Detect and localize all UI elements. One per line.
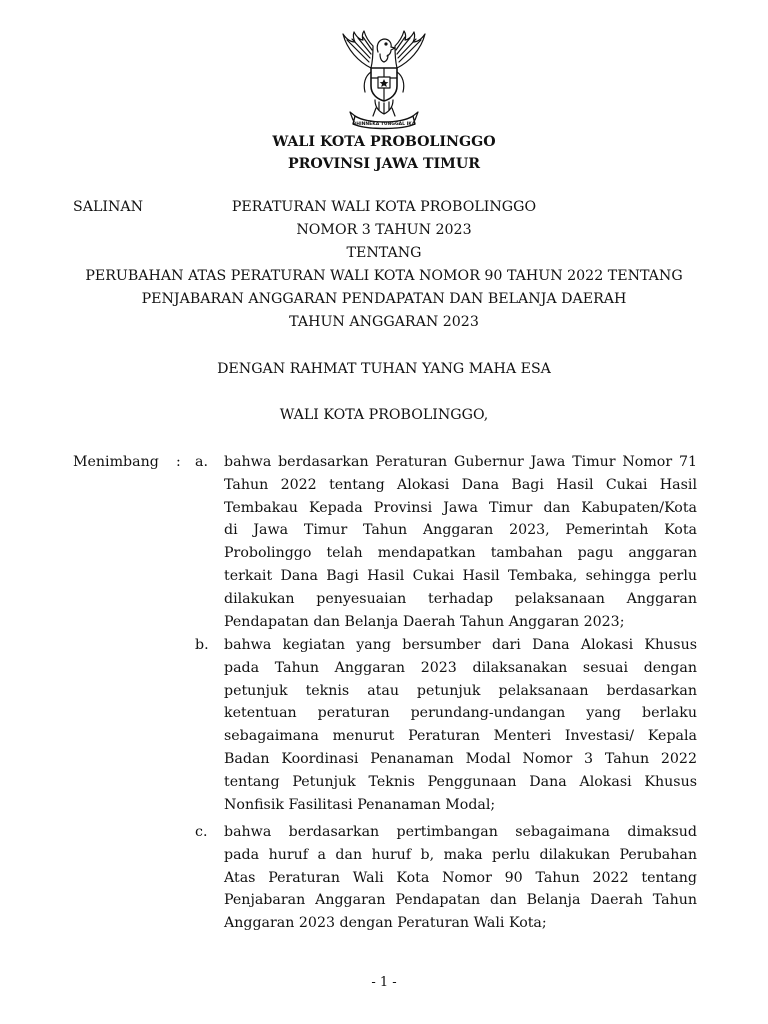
subject-line-1: PERUBAHAN ATAS PERATURAN WALI KOTA NOMOR 90 TAHUN 2022 TENTANG [85,268,683,284]
text-line: Nonfisik Fasilitasi Penanaman Modal; [224,796,496,813]
text-line: terkait Dana Bagi Hasil Cukai Hasil Tembaka, sehingga perlu [224,567,697,584]
text-line: bahwa kegiatan yang bersumber dari Dana Alokasi Khusus [224,637,697,653]
text-line: Pendapatan dan Belanja Daerah Tahun Anggaran 2023; [224,613,625,630]
text-line: Atas Peraturan Wali Kota Nomor 90 Tahun 2022 tentang [224,869,697,886]
text-line: bahwa berdasarkan pertimbangan sebagaimana dimaksud [224,824,697,840]
considering-item-a [224,451,697,633]
text-line: Anggaran 2023 dengan Peraturan Wali Kota; [224,915,547,932]
invocation: DENGAN RAHMAT TUHAN YANG MAHA ESA [217,361,551,377]
item-marker-b: b. [195,637,209,653]
province-title: PROVINSI JAWA TIMUR [287,156,481,172]
svg-text:BHINNEKA TUNGGAL IKA: BHINNEKA TUNGGAL IKA [352,122,416,127]
considering-label: Menimbang [73,454,159,470]
considering-item-c [224,821,697,935]
issuer-title: WALI KOTA PROBOLINGGO [272,134,496,150]
text-line: Tahun 2022 tentang Alokasi Dana Bagi Hasil Cukai Hasil [224,476,697,493]
about-heading: TENTANG [346,245,422,261]
text-line: bahwa berdasarkan Peraturan Gubernur Jawa Timur Nomor 71 [224,454,697,470]
garuda-emblem-icon [331,28,437,134]
regulation-title: PERATURAN WALI KOTA PROBOLINGGO [231,199,537,215]
text-line: petunjuk teknis atau petunjuk pelaksanaan berdasarkan [224,682,697,699]
considering-item-b [224,634,697,816]
text-line: di Jawa Timur Tahun Anggaran 2023, Pemerintah Kota [224,522,697,539]
item-marker-a: a. [195,454,208,470]
subject-line-2: PENJABARAN ANGGARAN PENDAPATAN DAN BELANJA DAERAH [141,291,627,307]
text-line: sebagaimana menurut Peraturan Menteri Investasi/ Kepala [224,728,697,745]
text-line: ketentuan peraturan perundang-undangan yang berlaku [224,705,697,722]
text-line: Badan Koordinasi Penanaman Modal Nomor 3 Tahun 2022 [224,750,697,767]
text-line: tentang Petunjuk Teknis Penggunaan Dana Alokasi Khusus [224,773,697,790]
text-line: Tembakau Kepada Provinsi Jawa Timur dan Kabupaten/Kota [224,499,697,516]
text-line: dilakukan penyesuaian terhadap pelaksanaan Anggaran [224,590,697,607]
copy-label: SALINAN [73,199,144,215]
text-line: Probolinggo telah mendapatkan tambahan pagu anggaran [224,545,697,562]
text-line: pada huruf a dan huruf b, maka perlu dilakukan Perubahan [224,846,697,863]
subject-line-3: TAHUN ANGGARAN 2023 [289,314,479,330]
text-line: pada Tahun Anggaran 2023 dilaksanakan sesuai dengan [224,659,697,676]
page-number: - 1 - [371,975,397,990]
text-line: Penjabaran Anggaran Pendapatan dan Belanja Daerah Tahun [224,892,697,909]
regulation-number: NOMOR 3 TAHUN 2023 [296,222,472,238]
considering-colon: : [176,454,181,470]
item-marker-c: c. [195,824,208,840]
authority-line: WALI KOTA PROBOLINGGO, [279,407,489,423]
